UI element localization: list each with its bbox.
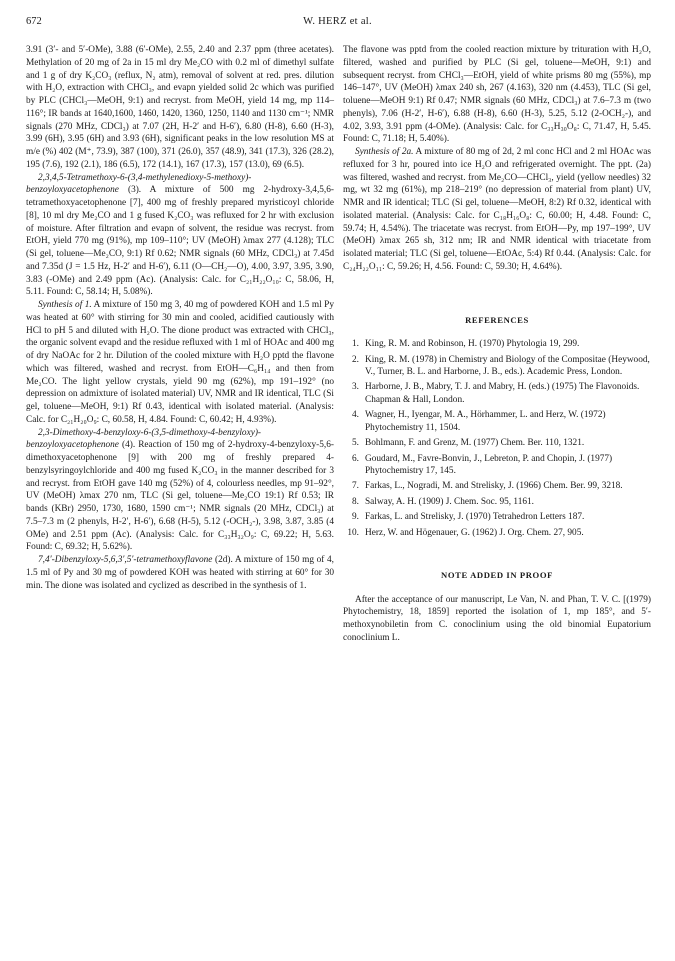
running-head: W. HERZ et al. xyxy=(303,16,372,27)
reference-item xyxy=(343,354,651,379)
compound-3-text: (3). A mixture of 500 mg 2-hydroxy-3,4,5,6-tetramethoxyacetophenone [7], 400 mg of freshly prepared myristicoyl chloride [8], 10 ml dry Me₂CO and 1 g fused K₂CO₃ was refluxed for 2 hr with exclusion of moisture. After filtration and evapn of solvent, the residue was recryst. from EtOH, yield 770 mg (91%), mp 109–110°; UV (MeOH) λmax 277 (4.128); TLC (Si gel, toluene—Me₂CO, 9:1) Rf 0.62; NMR signals (60 MHz, CDCl₃) at 7.45d and 7.35d (J = 1.5 Hz, H-2′ and H-6′), 6.11 (O—CH₂—O), 4.00, 3.97, 3.95, 3.90, 3.83 (-OMe) and 2.49 ppm (Ac). (Analysis: Calc. for C₂₁H₂₂O₁₀: C, 58.06, H, 5.11. Found: C, 58.14; H, 5.08%). xyxy=(26,185,334,298)
reference-number: 2. xyxy=(352,354,359,365)
reference-text: King, R. M. (1978) in Chemistry and Biology of the Compositae (Heywood, V., Turner, B. L. and Harborne, J. B., eds.). Academic Press, London. xyxy=(365,354,650,378)
note-heading: NOTE ADDED IN PROOF xyxy=(441,569,553,580)
reference-number: 4. xyxy=(352,410,359,421)
reference-text: Wagner, H., Iyengar, M. A., Hörhammer, L. and Herz, W. (1972) Phytochemistry 11, 1504. xyxy=(365,410,606,433)
reference-item xyxy=(343,338,651,350)
reference-text: Farkas, L. and Strelisky, J. (1970) Tetrahedron Letters 187. xyxy=(365,512,585,523)
reference-number: 5. xyxy=(352,438,359,449)
synthesis-2a-text: A mixture of 80 mg of 2d, 2 ml conc HCl and 2 ml HOAc was refluxed for 3 hr, poured into ice H₂O and refrigerated overnight. The ppt. (2a) was filtered, washed and recryst. from Me₂CO—CHCl₃, yield (yellow needles) 32 mg, wt 32 mg (61%), mp 218–219° (no depression of material from plant) UV, NMR and IR identical; TLC (Si gel, toluene—MeOH, 8:2) Rf 0.32, identical with isolated material. (Analysis: Calc. for C₁₈H₁₆O₈: C, 60.00; H, 4.48. Found: C, 59.74; H, 4.54%). The triacetate was recryst. from EtOH—Py, mp 197–199°, UV (MeOH) λmax 265 sh, 312 nm; IR and NMR identical with triacetate from isolated material; TLC (Si gel, toluene—EtOAc, 5:4) Rf 0.44. (Analysis: Calc. for C₂₄H₂₂O₁₁: C, 59.26; H, 4.56. Found: C, 59.30; H, 4.64%). xyxy=(343,147,651,272)
reference-item xyxy=(343,409,651,434)
reference-text: Herz, W. and Högenauer, G. (1962) J. Org. Chem. 27, 905. xyxy=(365,527,584,538)
reference-number: 7. xyxy=(352,481,359,492)
reference-item xyxy=(343,437,651,449)
paragraph-compound-3 xyxy=(26,172,334,300)
page-number: 672 xyxy=(26,16,42,27)
reference-item xyxy=(343,527,651,539)
reference-item xyxy=(343,496,651,508)
reference-text: Farkas, L., Nogradi, M. and Strelisky, J. (1966) Chem. Ber. 99, 3218. xyxy=(365,481,623,492)
reference-number: 1. xyxy=(352,339,359,350)
reference-item xyxy=(343,381,651,406)
paragraph-methylation: 3.91 (3′- and 5′-OMe), 3.88 (6′-OMe), 2.55, 2.40 and 2.37 ppm (three acetates). Methylation of 20 mg of 2a in 15 ml dry Me₂CO with 0.2 ml of dimethyl sulfate and 1 g of dry K₂CO₃ (reflux, N₂ atm), removal of solvent at red. pres. dilution with H₂O, extraction with CHCl₃, and evapn yielded solid 2c which was purified by PLC (CHCl₃—MeOH, 9:1) and recryst. from MeOH, yield 14 mg, mp 114–116°; IR bands at 1640,1600, 1460, 1420, 1360, 1250, 1140 and 1130 cm⁻¹; NMR signals (270 MHz, CDCl₃) at 7.07 (2H, H-2′ and H-6′), 6.80 (H-8), 6.60 (H-3), 3.99 (6H), 3.95 (6H) and 3.93 (6H), significant peaks in the low resolution MS at m/e (%) 402 (M⁺, 73.9), 387 (100), 371 (26.0), 357 (48.9), 341 (17.3), 326 (28.2), 195 (7.6), 192 (2.1), 186 (6.5), 172 (14.1), 167 (17.3), 157 (13.0), 69 (6.5). xyxy=(26,45,334,170)
reference-item xyxy=(343,453,651,478)
paragraph-compound-2d xyxy=(26,554,334,592)
compound-3-name: 2,3,4,5-Tetramethoxy-6-(3,4-methylenedioxy-5-methoxy)-benzoyloxyacetophenone xyxy=(26,172,252,196)
paragraph-synthesis-2a xyxy=(343,146,651,274)
reference-item xyxy=(343,511,651,523)
paragraph-compound-4 xyxy=(26,427,334,555)
reference-number: 8. xyxy=(352,496,359,507)
compound-2d-name: 7,4′-Dibenzyloxy-5,6,3′,5′-tetramethoxyflavone xyxy=(38,555,213,565)
reference-item xyxy=(343,480,651,492)
references-heading: REFERENCES xyxy=(465,314,529,325)
reference-text: Goudard, M., Favre-Bonvin, J., Lebreton, P. and Chopin, J. (1977) Phytochemistry 17, 145. xyxy=(365,453,613,476)
reference-text: Harborne, J. B., Mabry, T. J. and Mabry, H. (eds.) (1975) The Flavonoids. Chapman & Hall, London. xyxy=(365,382,640,405)
note-added-in-proof: After the acceptance of our manuscript, Le Van, N. and Phan, T. V. C. [(1979) Phytochemistry, 18, 1859] reported the isolation of 1, mp 185°, and 5′-methoxynobiletin from C. conoclinium using the old binomial Eupatorium conoclinium L. xyxy=(343,594,651,643)
right-column xyxy=(343,44,651,645)
reference-text: Bohlmann, F. and Grenz, M. (1977) Chem. Ber. 110, 1321. xyxy=(365,438,585,449)
paragraph-flavone-isolation: The flavone was pptd from the cooled reaction mixture by trituration with H₂O, filtered, washed and purified by PLC (Si gel, toluene—MeOH, 9:1) and subsequent recryst. from CHCl₃—EtOH, yield of white prisms 80 mg (55%), mp 146–147°, UV (MeOH) λmax 240 sh, 267 (4.163), 320 nm (4.453), TLC (Si gel, toluene—MeOH 9:1) Rf 0.47; NMR signals (60 MHz, CDCl₃) at 7.6–7.3 m (two phenyls), 7.06 (H-2′, H-6′), 6.88 (H-8), 6.60 (H-3), 5.25, 5.12 (2-OCH₂-), and 4.02, 3.93, 3.91 ppm (4-OMe). (Analysis: Calc. for C₃₃H₃₀O₈: C, 71.47, H, 5.45. Found: C, 71.18; H, 5.40%). xyxy=(343,45,651,145)
compound-2d-text: (2d). A mixture of 150 mg of 4, 1.5 ml of Py and 30 mg of powdered KOH was heated with stirring at 60° for 30 min. The dione was isolated and cyclized as described in the synthesis of 1. xyxy=(26,555,334,591)
compound-4-text: (4). Reaction of 150 mg of 2-hydroxy-4-benzyloxy-5,6-dimethoxyacetophenone [9] with 200 mg of freshly prepared 4-benzylsyringoylchloride and 400 mg fused K₂CO₃ in the manner described for 3 and recryst. from EtOH gave 140 mg (52%) of 4, colourless needles, mp 91–92°, UV (MeOH) λmax 270 nm, TLC (Si gel, toluene—Me₂CO 19:1) Rf 0.53; IR bands (KBr) 2950, 1730, 1680, 1590 cm⁻¹; NMR signals (20 MHz, CDCl₃) at 7.5–7.3 m (2 phenyls, H-2′, H-6′), 6.68 (H-5), 5.12 (-OCH₂-), 3.98, 3.87, 3.85 (4 OMe) and 2.51 ppm (Ac). (Analysis: Calc. for C₃₃H₃₂O₉: C, 69.22; H, 5.63. Found: C, 69.32; H, 5.62%). xyxy=(26,440,334,553)
reference-number: 6. xyxy=(352,453,359,464)
synthesis-1-text: A mixture of 150 mg 3, 40 mg of powdered KOH and 1.5 ml Py was heated at 60° with stirring for 30 min and cooled, acidified cautiously with HCl to pH 5 and diluted with H₂O. The dione product was extracted with CHCl₃, the organic solvent evapd and the residue refluxed with 1 ml of HOAc and 400 mg of dry NaOAc for 2 hr. Dilution of the cooled mixture with H₂O pptd the flavone which was filtered, washed and recryst. from EtOH—C₆H₁₄ and then from Me₂CO. The light yellow crystals, yield 90 mg (62%), mp 191–192° (no depression on admixture of isolated material) UV, NMR and IR identical, TLC (Si gel, toluene—MeOH, 9:1) Rf 0.43, identical with isolated material. (Analysis: Calc. for C₂₁H₂₀O₉: C, 60.58, H, 4.84. Found: C, 60.42; H, 4.93%). xyxy=(26,300,334,425)
reference-text: King, R. M. and Robinson, H. (1970) Phytologia 19, 299. xyxy=(365,339,580,350)
compound-4-name: 2,3-Dimethoxy-4-benzyloxy-6-(3,5-dimethoxy-4-benzyloxy)-benzoyloxyacetophenone xyxy=(26,427,262,451)
reference-number: 10. xyxy=(347,527,359,538)
reference-number: 3. xyxy=(352,382,359,393)
reference-text: Salway, A. H. (1909) J. Chem. Soc. 95, 1161. xyxy=(365,496,534,507)
reference-list xyxy=(343,338,651,539)
synthesis-1-title: Synthesis of 1. xyxy=(38,300,92,310)
left-column xyxy=(26,44,334,592)
synthesis-2a-title: Synthesis of 2a. xyxy=(355,147,414,157)
paragraph-synthesis-1 xyxy=(26,299,334,427)
reference-number: 9. xyxy=(352,512,359,523)
